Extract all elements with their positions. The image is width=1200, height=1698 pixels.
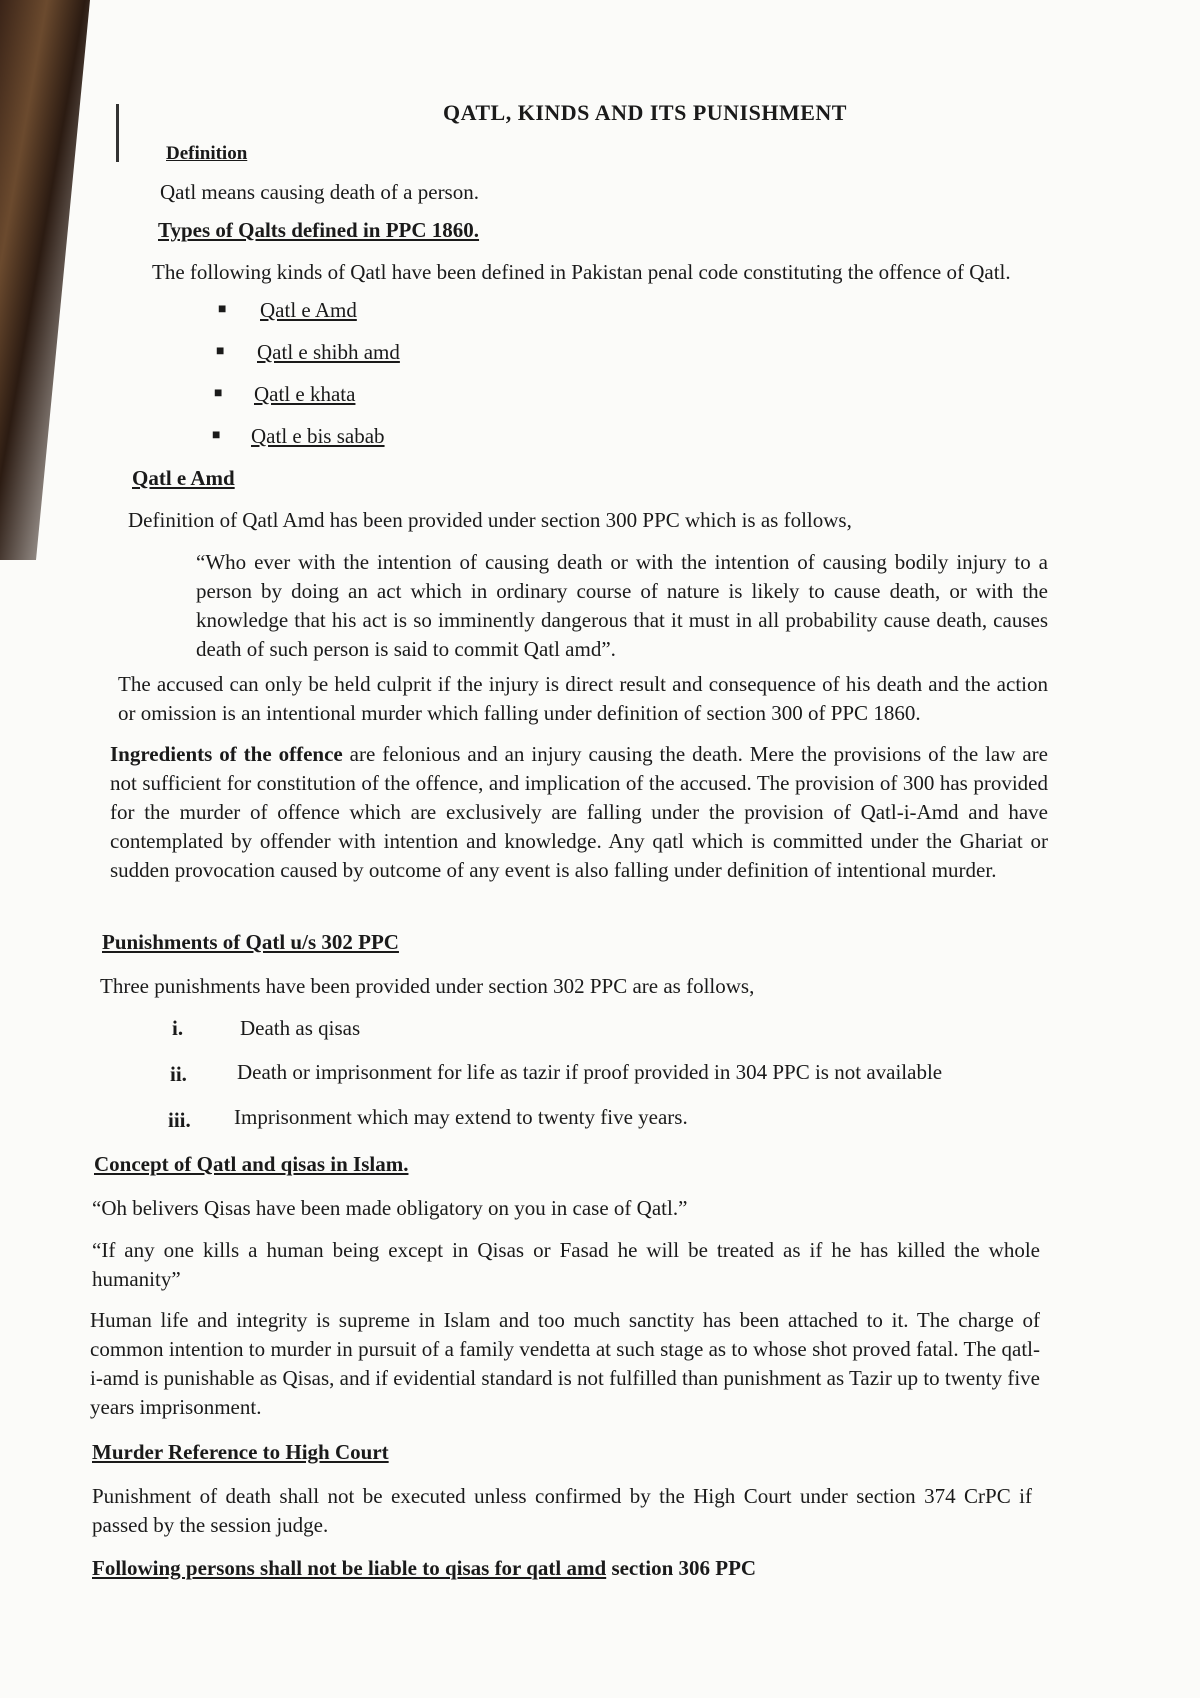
concept-quote-1: “Oh belivers Qisas have been made obligatory on you in case of Qatl.” (92, 1196, 688, 1220)
type-item: Qatl e bis sabab (251, 424, 385, 448)
punishment-text: Death as qisas (240, 1016, 361, 1040)
punishments-intro: Three punishments have been provided under section 302 PPC are as follows, (100, 974, 755, 998)
concept-heading: Concept of Qatl and qisas in Islam. (94, 1152, 409, 1176)
type-item: Qatl e khata (254, 382, 356, 406)
type-item: Qatl e Amd (260, 298, 357, 322)
reference-heading: Murder Reference to High Court (92, 1440, 389, 1464)
punishment-text: Imprisonment which may extend to twenty five years. (234, 1105, 688, 1129)
qatl-amd-heading: Qatl e Amd (132, 466, 235, 490)
definition-heading: Definition (166, 143, 248, 164)
punishment-number: ii. (170, 1062, 187, 1086)
following-heading (92, 1554, 1092, 1583)
following-rest: section 306 PPC (606, 1556, 757, 1580)
document-title: QATL, KINDS AND ITS PUNISHMENT (443, 100, 847, 125)
following-underlined: Following persons shall not be liable to qisas for qatl amd (92, 1556, 607, 1580)
types-heading: Types of Qalts defined in PPC 1860. (158, 218, 480, 242)
qatl-amd-intro: Definition of Qatl Amd has been provided under section 300 PPC which is as follows, (128, 508, 852, 532)
punishment-number: i. (172, 1016, 184, 1040)
concept-paragraph: Human life and integrity is supreme in Islam and too much sanctity has been attached to it. The charge of common intention to murder in pursuit of a family vendetta at such stage as to whose shot proved fatal. The qatl-i-amd is punishable as Qisas, and if evidential standard is not fulfilled than punishment as Tazir up to twenty five years imprisonment. (90, 1308, 1040, 1419)
concept-quote-2: “If any one kills a human being except in Qisas or Fasad he will be treated as if he has killed the whole humanity” (92, 1238, 1040, 1291)
punishment-text: Death or imprisonment for life as tazir if proof provided in 304 PPC is not available (237, 1060, 943, 1084)
reference-text: Punishment of death shall not be executed unless confirmed by the High Court under section 374 CrPC if passed by the session judge. (92, 1484, 1032, 1537)
culprit-paragraph: The accused can only be held culprit if the injury is direct result and consequence of his death and the action or omission is an intentional murder which falling under definition of section 300 of PPC 1860. (118, 672, 1048, 725)
bullet-dot: ■ (212, 428, 221, 443)
bullet-dot: ■ (218, 302, 227, 317)
bullet-dot: ■ (214, 386, 223, 401)
types-intro: The following kinds of Qatl have been defined in Pakistan penal code constituting the offence of Qatl. (152, 260, 1011, 284)
ingredients-bold: Ingredients of the offence (110, 742, 343, 766)
type-item: Qatl e shibh amd (257, 340, 400, 364)
bullet-dot: ■ (216, 344, 225, 359)
punishment-number: iii. (168, 1108, 191, 1132)
punishments-heading: Punishments of Qatl u/s 302 PPC (102, 930, 399, 954)
section-300-quote: “Who ever with the intention of causing death or with the intention of causing bodily injury to a person by doing an act which in ordinary course of nature is likely to cause death, or with the knowledge that his act is so imminently dangerous that it must in all probability cause death, causes death of such person is said to commit Qatl amd”. (196, 550, 1048, 661)
ingredients-rest: are felonious and an injury causing the death. Mere the provisions of the law are not sufficient for constitution of the offence, and implication of the accused. The provision of 300 has provided for the murder of offence which are exclusively are falling under the provision of Qatl-i-Amd and have contemplated by offender with intention and knowledge. Any qatl which is committed under the Ghariat or sudden provocation caused by outcome of any event is also falling under definition of intentional murder. (110, 742, 1048, 882)
definition-text: Qatl means causing death of a person. (160, 180, 479, 204)
ingredients-paragraph (110, 740, 1048, 885)
